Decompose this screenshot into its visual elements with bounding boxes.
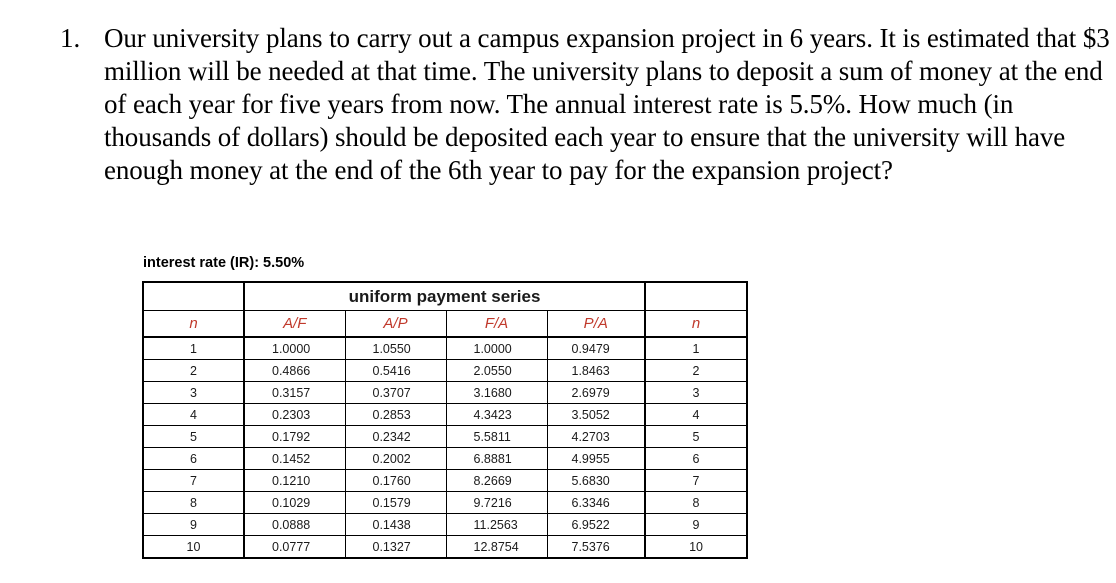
question (60, 22, 1110, 187)
cell-fa: 4.3423 (446, 404, 547, 426)
column-header-n: n (143, 311, 244, 338)
cell-af: 0.1029 (244, 492, 345, 514)
cell-af: 0.1210 (244, 470, 345, 492)
cell-fa: 5.5811 (446, 426, 547, 448)
cell-pa: 1.8463 (547, 360, 645, 382)
cell-fa: 11.2563 (446, 514, 547, 536)
cell-n-right: 4 (645, 404, 747, 426)
cell-fa: 8.2669 (446, 470, 547, 492)
column-header-fa: F/A (446, 311, 547, 338)
table-row (143, 337, 747, 360)
cell-pa: 4.9955 (547, 448, 645, 470)
cell-pa: 0.9479 (547, 337, 645, 360)
cell-n-right: 9 (645, 514, 747, 536)
cell-n-right: 2 (645, 360, 747, 382)
cell-af: 0.2303 (244, 404, 345, 426)
table-body (143, 337, 747, 558)
cell-pa: 4.2703 (547, 426, 645, 448)
cell-n: 5 (143, 426, 244, 448)
question-text: Our university plans to carry out a campus expansion project in 6 years. It is estimated that $3 million will be needed at that time. The university plans to deposit a sum of money at the end of each year for five years from now. The annual interest rate is 5.5%. How much (in thousands of dollars) should be deposited each year to ensure that the university will have enough money at the end of the 6th year to pay for the expansion project? (104, 23, 1110, 185)
cell-fa: 2.0550 (446, 360, 547, 382)
cell-n-right: 6 (645, 448, 747, 470)
cell-fa: 12.8754 (446, 536, 547, 559)
cell-n: 1 (143, 337, 244, 360)
column-header-n-right: n (645, 311, 747, 338)
cell-ap: 0.5416 (345, 360, 446, 382)
cell-n-right: 7 (645, 470, 747, 492)
column-header-ap: A/P (345, 311, 446, 338)
cell-af: 0.0777 (244, 536, 345, 559)
cell-pa: 3.5052 (547, 404, 645, 426)
table-row (143, 492, 747, 514)
cell-ap: 0.1438 (345, 514, 446, 536)
cell-n: 9 (143, 514, 244, 536)
cell-n: 3 (143, 382, 244, 404)
cell-ap: 0.1579 (345, 492, 446, 514)
cell-n: 10 (143, 536, 244, 559)
cell-ap: 1.0550 (345, 337, 446, 360)
cell-n-right: 5 (645, 426, 747, 448)
cell-pa: 6.3346 (547, 492, 645, 514)
cell-n: 4 (143, 404, 244, 426)
cell-pa: 2.6979 (547, 382, 645, 404)
cell-n: 7 (143, 470, 244, 492)
cell-fa: 1.0000 (446, 337, 547, 360)
header-blank-right (645, 282, 747, 311)
table-row (143, 514, 747, 536)
cell-pa: 6.9522 (547, 514, 645, 536)
cell-n: 2 (143, 360, 244, 382)
cell-fa: 3.1680 (446, 382, 547, 404)
cell-n-right: 8 (645, 492, 747, 514)
cell-pa: 7.5376 (547, 536, 645, 559)
table-row (143, 426, 747, 448)
cell-n: 6 (143, 448, 244, 470)
question-number: 1. (60, 23, 81, 53)
cell-ap: 0.1327 (345, 536, 446, 559)
cell-af: 1.0000 (244, 337, 345, 360)
cell-fa: 9.7216 (446, 492, 547, 514)
cell-ap: 0.2002 (345, 448, 446, 470)
cell-n-right: 3 (645, 382, 747, 404)
series-title: uniform payment series (244, 282, 645, 311)
cell-ap: 0.2853 (345, 404, 446, 426)
cell-fa: 6.8881 (446, 448, 547, 470)
cell-n-right: 10 (645, 536, 747, 559)
table-row (143, 448, 747, 470)
column-header-af: A/F (244, 311, 345, 338)
cell-af: 0.0888 (244, 514, 345, 536)
column-header-pa: P/A (547, 311, 645, 338)
cell-af: 0.1452 (244, 448, 345, 470)
cell-n-right: 1 (645, 337, 747, 360)
header-blank-left (143, 282, 244, 311)
table-row (143, 404, 747, 426)
cell-af: 0.3157 (244, 382, 345, 404)
table-row (143, 470, 747, 492)
cell-ap: 0.2342 (345, 426, 446, 448)
cell-ap: 0.3707 (345, 382, 446, 404)
factor-table (142, 281, 748, 559)
table-row (143, 536, 747, 559)
cell-af: 0.1792 (244, 426, 345, 448)
cell-n: 8 (143, 492, 244, 514)
table-row (143, 360, 747, 382)
cell-ap: 0.1760 (345, 470, 446, 492)
cell-af: 0.4866 (244, 360, 345, 382)
cell-pa: 5.6830 (547, 470, 645, 492)
interest-rate-label: interest rate (IR): 5.50% (143, 255, 305, 271)
table-row (143, 382, 747, 404)
